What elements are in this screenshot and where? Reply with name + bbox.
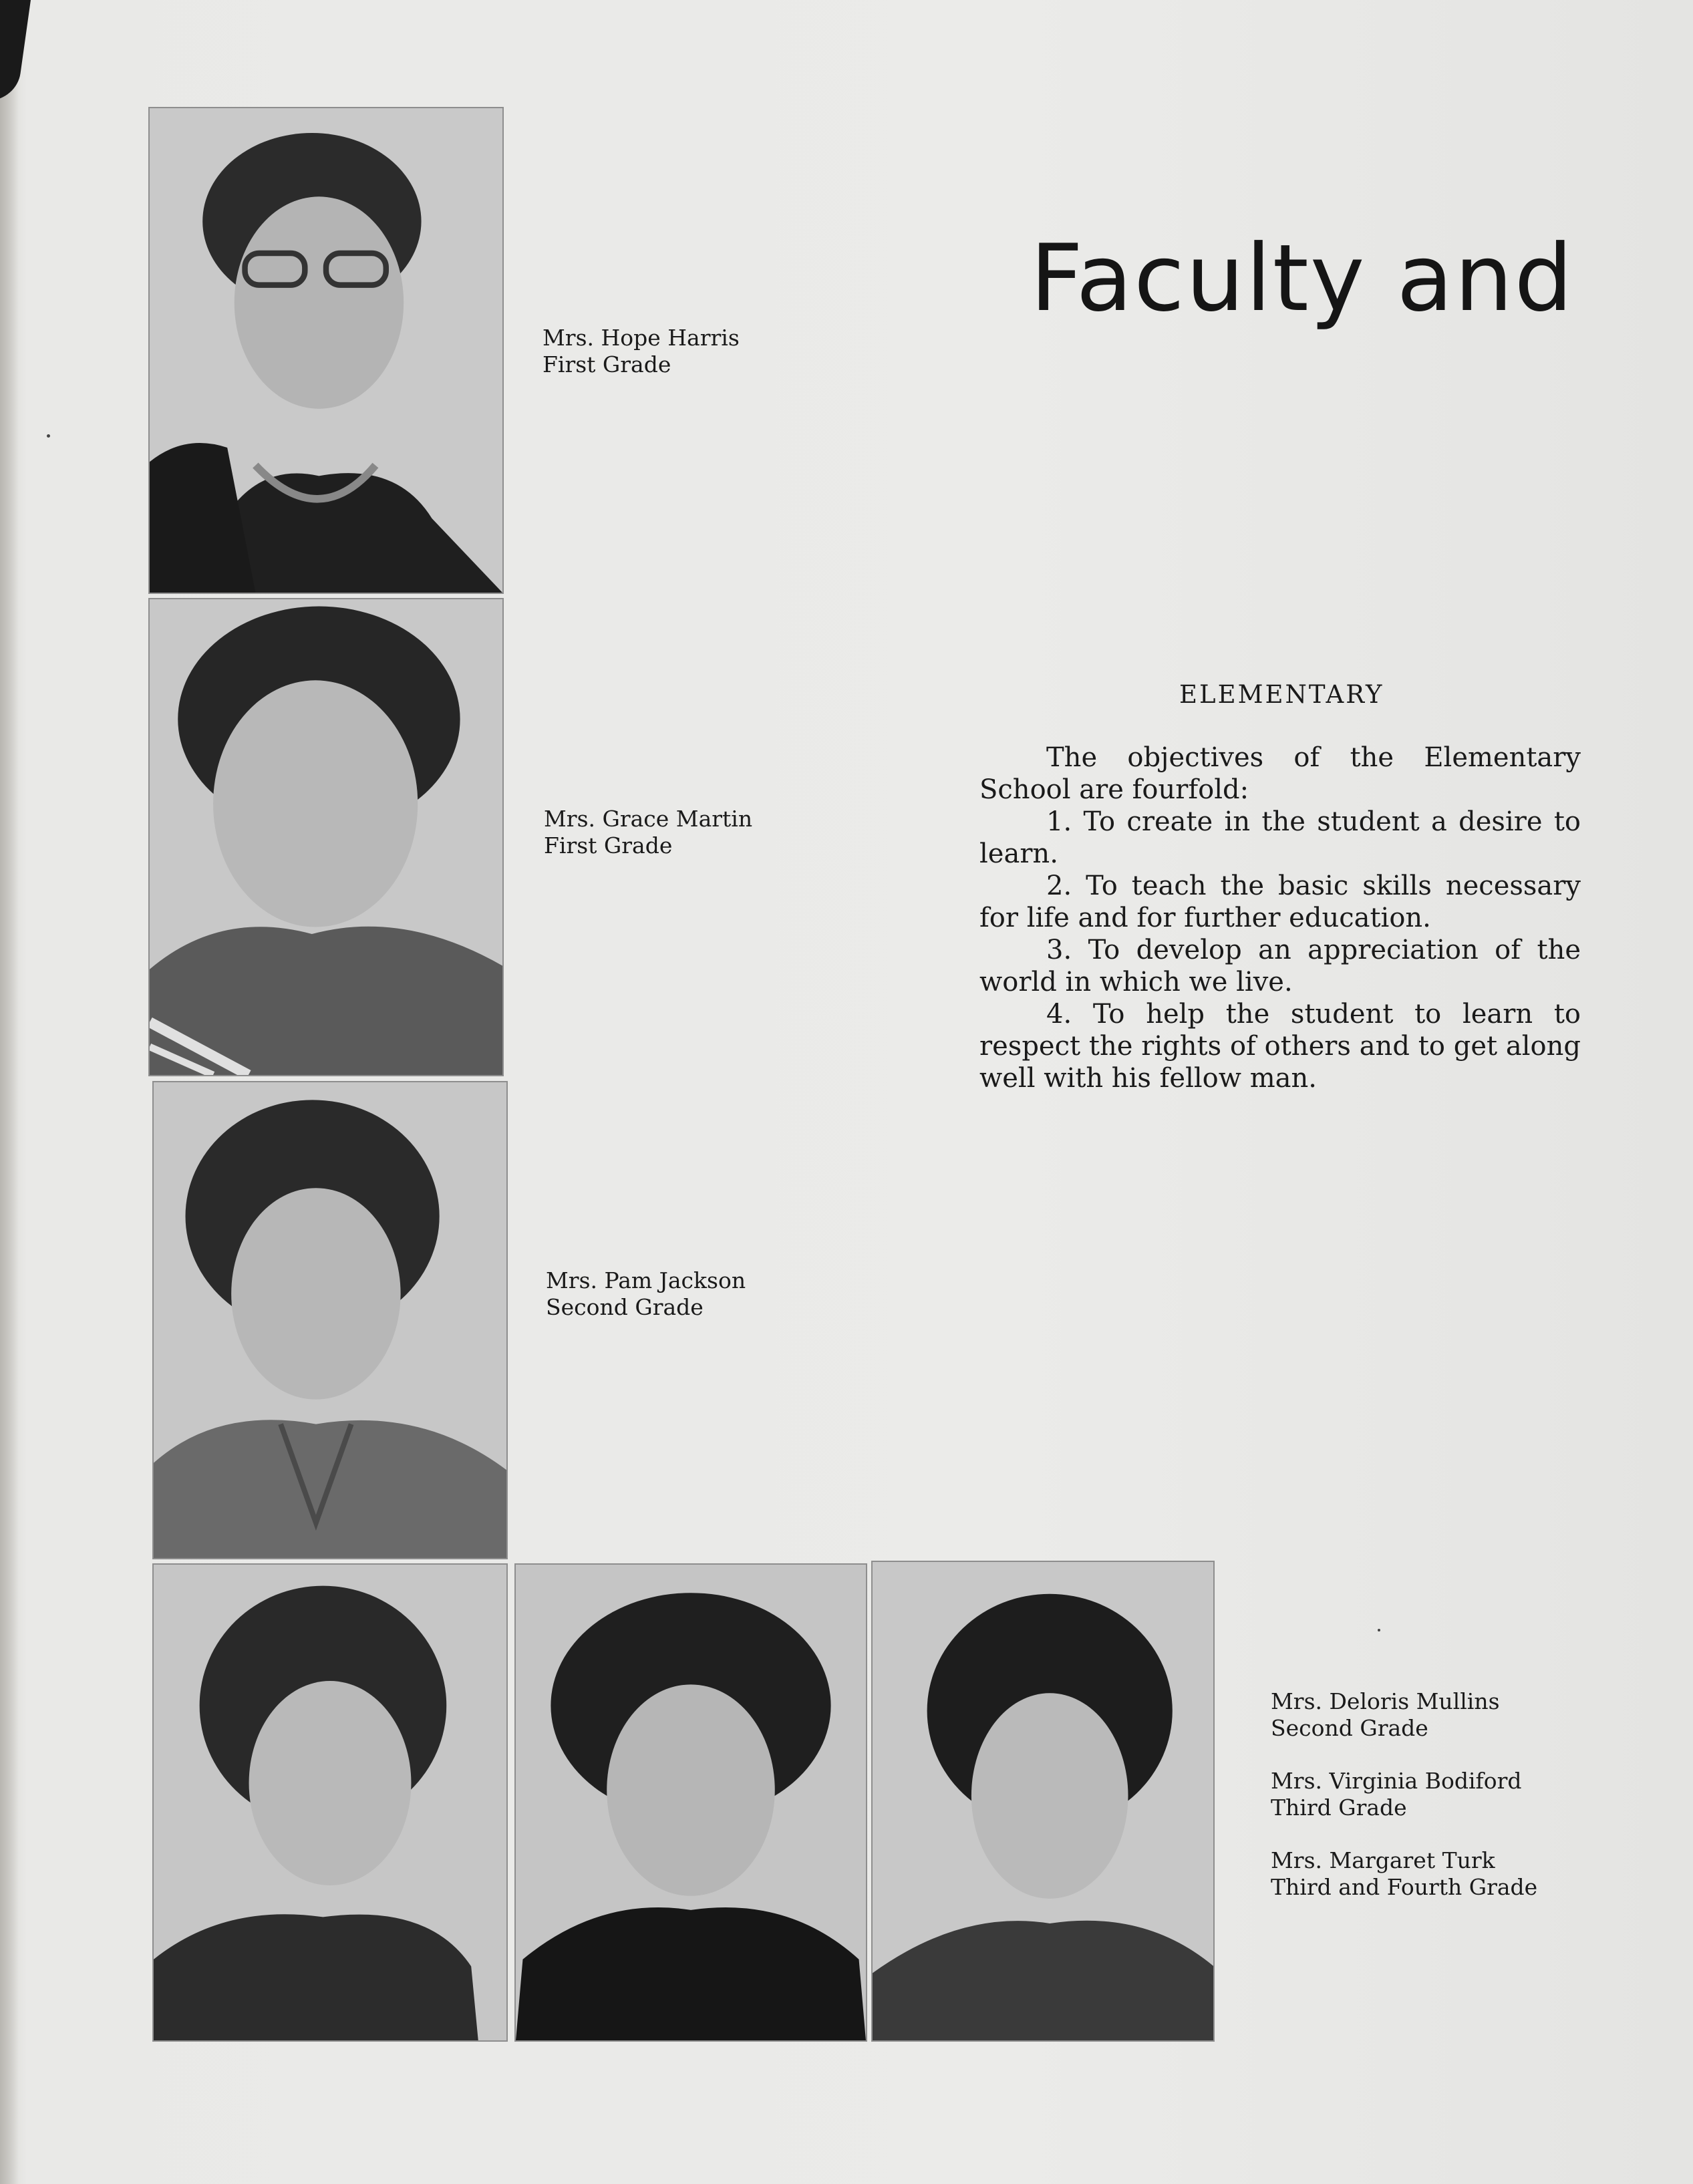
objective-item: 4. To help the student to learn to respect the rights of others and to get along well with his fellow man.: [979, 999, 1581, 1094]
page-title: Faculty and: [1030, 224, 1574, 332]
caption-hope-harris: [543, 325, 740, 378]
faculty-role: First Grade: [543, 351, 671, 377]
caption-deloris-mullins: [1271, 1688, 1500, 1742]
objective-item: 1. To create in the student a desire to learn.: [979, 806, 1581, 869]
objective-item: 3. To develop an appreciation of the world in which we live.: [979, 935, 1581, 997]
faculty-name: Mrs. Pam Jackson: [546, 1267, 746, 1293]
portrait-photo-pam-jackson: [152, 1081, 508, 1559]
corner-clip-mark: [0, 0, 31, 100]
faculty-role: First Grade: [544, 832, 673, 859]
objectives-intro: The objectives of the Elementary School are fourfold:: [979, 742, 1581, 805]
portrait-photo-deloris-mullins: [152, 1563, 508, 2042]
faculty-name: Mrs. Virginia Bodiford: [1271, 1768, 1522, 1794]
caption-margaret-turk: [1271, 1847, 1537, 1901]
objective-item: 2. To teach the basic skills necessary for life and for further education.: [979, 871, 1581, 933]
caption-virginia-bodiford: [1271, 1768, 1522, 1821]
portrait-photo-virginia-bodiford: [514, 1563, 867, 2042]
faculty-name: Mrs. Deloris Mullins: [1271, 1688, 1500, 1714]
caption-grace-martin: [544, 806, 752, 859]
faculty-name: Mrs. Margaret Turk: [1271, 1847, 1495, 1873]
portrait-photo-hope-harris: [148, 107, 504, 594]
binding-shadow: [0, 0, 19, 2184]
faculty-name: Mrs. Grace Martin: [544, 806, 753, 832]
portrait-photo-grace-martin: [148, 598, 504, 1076]
faculty-role: Second Grade: [546, 1294, 704, 1320]
faculty-name: Mrs. Hope Harris: [543, 325, 740, 351]
faculty-role: Third Grade: [1271, 1795, 1407, 1821]
faculty-role: Third and Fourth Grade: [1271, 1874, 1538, 1900]
paper-speck: [47, 434, 50, 438]
portrait-photo-margaret-turk: [871, 1561, 1215, 2042]
caption-pam-jackson: [546, 1267, 746, 1321]
objectives-text: [979, 742, 1581, 1094]
paper-speck: [1378, 1629, 1380, 1631]
faculty-role: Second Grade: [1271, 1715, 1428, 1741]
section-heading: ELEMENTARY: [1179, 680, 1384, 709]
